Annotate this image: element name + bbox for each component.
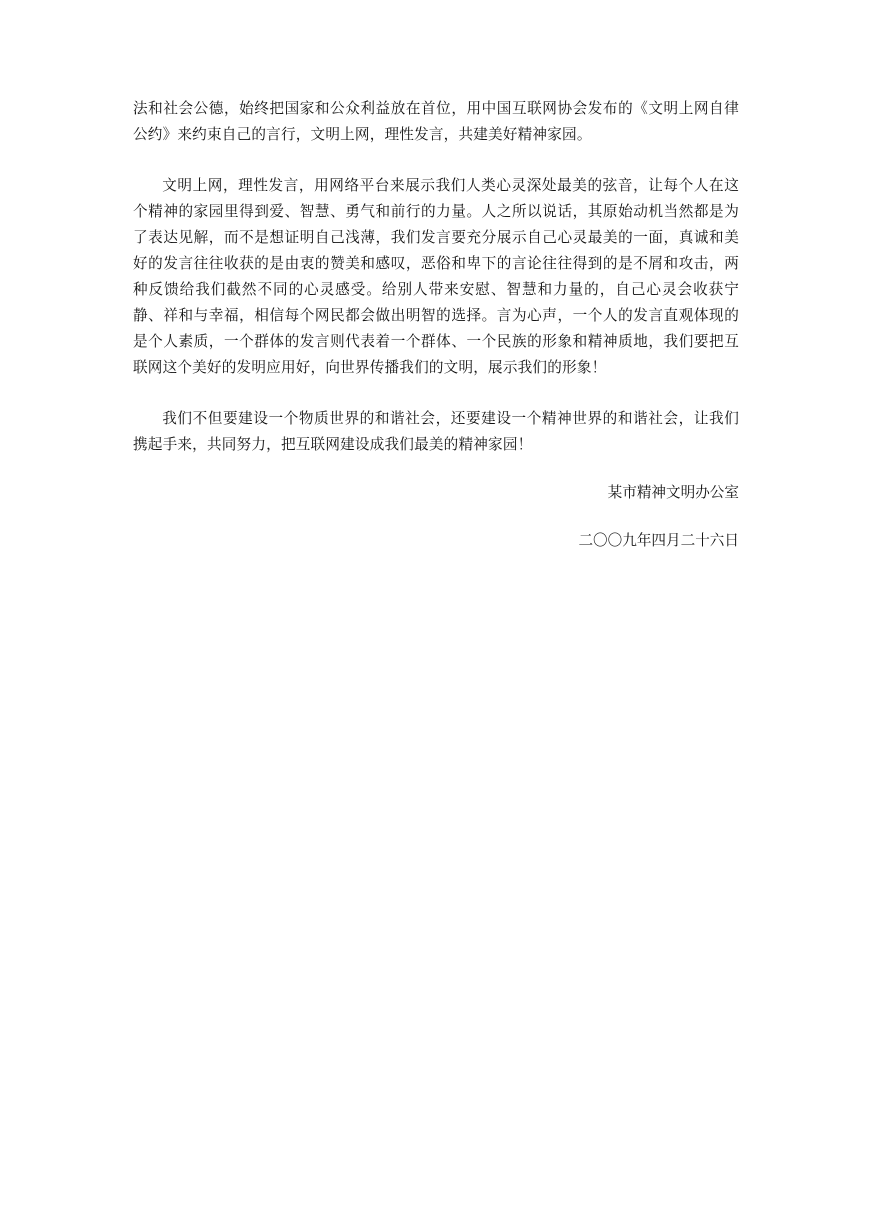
signature-date: 二〇〇九年四月二十六日 [578, 532, 739, 549]
signature-office: 某市精神文明办公室 [607, 484, 739, 501]
date-spacer [133, 506, 739, 528]
paragraph-harmonious-society: 我们不但要建设一个物质世界的和谐社会，还要建设一个精神世界的和谐社会，让我们携起手来，共同努力，把互联网建设成我们最美的精神家园！ [133, 410, 739, 453]
document-page [133, 96, 739, 554]
paragraph-continuation: 法和社会公德，始终把国家和公众利益放在首位，用中国互联网协会发布的《文明上网自律公约》来约束自己的言行，文明上网，理性发言，共建美好精神家园。 [133, 100, 739, 143]
paragraph-spacer [133, 148, 739, 173]
signature-spacer [133, 458, 739, 480]
paragraph-civilized-internet: 文明上网，理性发言，用网络平台来展示我们人类心灵深处最美的弦音，让每个人在这个精神的家园里得到爱、智慧、勇气和前行的力量。人之所以说话，其原始动机当然都是为了表达见解，而不是想证明自己浅薄，我们发言要充分展示自己心灵最美的一面，真诚和美好的发言往往收获的是由衷的赞美和感叹，恶俗和卑下的言论往往得到的是不屑和攻击，两种反馈给我们截然不同的心灵感受。给别人带来安慰、智慧和力量的，自己心灵会收获宁静、祥和与幸福，相信每个网民都会做出明智的选择。言为心声，一个人的发言直观体现的是个人素质，一个群体的发言则代表着一个群体、一个民族的形象和精神质地，我们要把互联网这个美好的发明应用好，向世界传播我们的文明，展示我们的形象！ [133, 177, 739, 376]
paragraph-spacer [133, 381, 739, 406]
